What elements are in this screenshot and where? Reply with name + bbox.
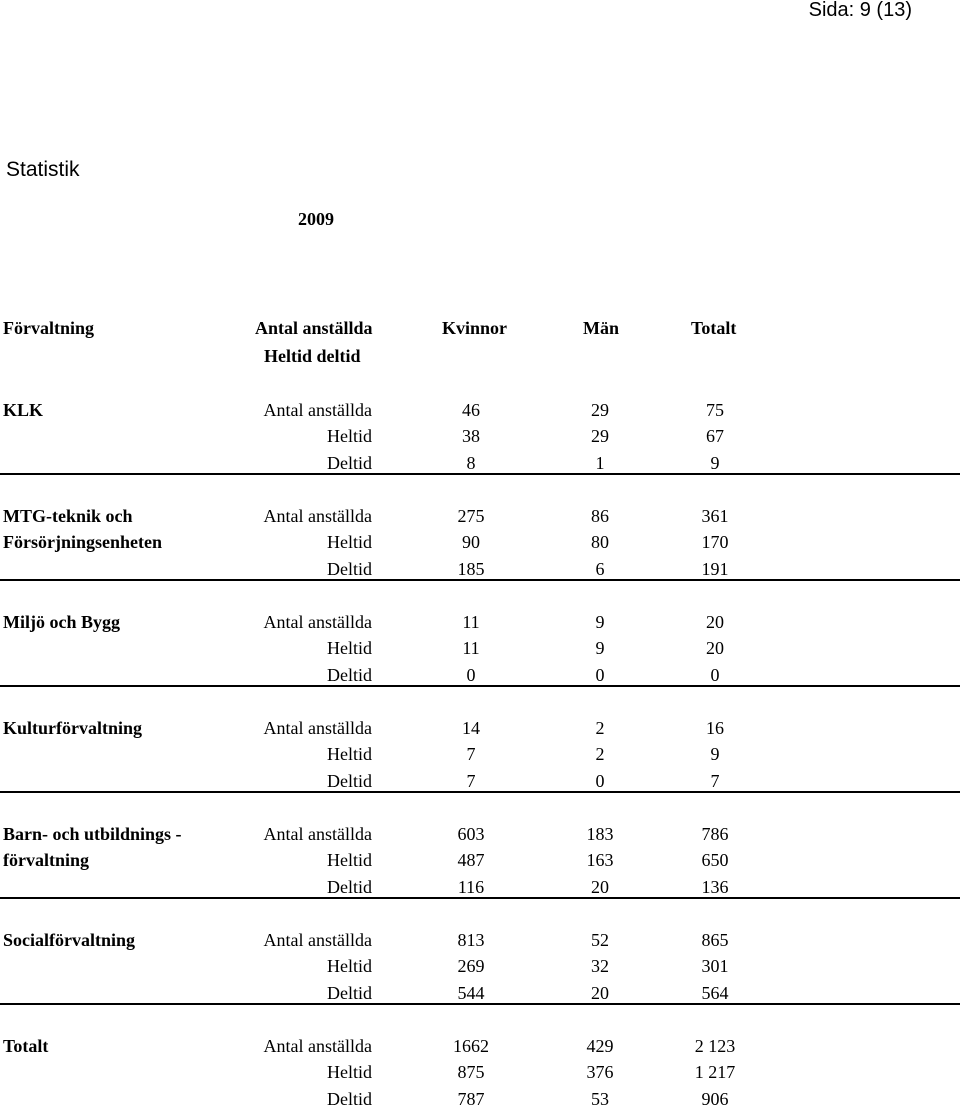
table-row bbox=[0, 741, 960, 767]
table-group bbox=[0, 821, 960, 903]
header-antal-anstallda: Antal anställda bbox=[255, 318, 373, 338]
cell-kvinnor: 544 bbox=[457, 983, 485, 1003]
cell-man: 0 bbox=[595, 771, 605, 791]
cell-man: 9 bbox=[595, 612, 605, 632]
group-divider bbox=[0, 1003, 960, 1005]
table-group bbox=[0, 397, 960, 479]
table-row bbox=[0, 529, 960, 555]
cell-man: 2 bbox=[595, 744, 605, 764]
table-row bbox=[0, 1033, 960, 1059]
table-group bbox=[0, 927, 960, 1009]
cell-kvinnor: 8 bbox=[466, 453, 476, 473]
cell-man: 29 bbox=[591, 426, 609, 446]
cell-totalt: 9 bbox=[710, 744, 720, 764]
group-divider bbox=[0, 579, 960, 581]
cell-totalt: 0 bbox=[710, 665, 720, 685]
row-label: Deltid bbox=[327, 877, 372, 897]
cell-kvinnor: 603 bbox=[457, 824, 485, 844]
cell-man: 429 bbox=[586, 1036, 614, 1056]
cell-totalt: 170 bbox=[701, 532, 729, 552]
row-label: Antal anställda bbox=[263, 400, 372, 420]
cell-totalt: 301 bbox=[701, 956, 729, 976]
row-label: Heltid bbox=[327, 850, 372, 870]
cell-kvinnor: 875 bbox=[457, 1062, 485, 1082]
row-label: Deltid bbox=[327, 983, 372, 1003]
header-forvaltning: Förvaltning bbox=[3, 318, 95, 338]
cell-kvinnor: 487 bbox=[457, 850, 485, 870]
cell-man: 80 bbox=[591, 532, 609, 552]
table-header bbox=[0, 317, 960, 373]
row-label: Heltid bbox=[327, 532, 372, 552]
group-name-line: Socialförvaltning bbox=[3, 930, 136, 950]
cell-totalt: 20 bbox=[706, 612, 724, 632]
table-row bbox=[0, 1059, 960, 1085]
row-label: Antal anställda bbox=[263, 718, 372, 738]
row-label: Heltid bbox=[327, 956, 372, 976]
cell-totalt: 16 bbox=[706, 718, 724, 738]
table-row bbox=[0, 953, 960, 979]
cell-kvinnor: 46 bbox=[462, 400, 480, 420]
cell-kvinnor: 269 bbox=[457, 956, 485, 976]
table-group bbox=[0, 503, 960, 585]
row-label: Deltid bbox=[327, 559, 372, 579]
cell-man: 6 bbox=[595, 559, 605, 579]
row-label: Antal anställda bbox=[263, 930, 372, 950]
row-label: Deltid bbox=[327, 771, 372, 791]
header-totalt: Totalt bbox=[691, 318, 737, 338]
table-row bbox=[0, 847, 960, 873]
cell-kvinnor: 787 bbox=[457, 1089, 485, 1109]
cell-totalt: 67 bbox=[706, 426, 724, 446]
group-name-line: Miljö och Bygg bbox=[3, 612, 120, 632]
page-title: Statistik bbox=[6, 158, 80, 181]
row-label: Deltid bbox=[327, 453, 372, 473]
table-row bbox=[0, 821, 960, 847]
cell-kvinnor: 90 bbox=[462, 532, 480, 552]
group-name-line: Barn- och utbildnings - bbox=[3, 824, 182, 844]
cell-kvinnor: 813 bbox=[457, 930, 485, 950]
table-row bbox=[0, 635, 960, 661]
cell-totalt: 2 123 bbox=[694, 1036, 736, 1056]
group-name-line: Kulturförvaltning bbox=[3, 718, 143, 738]
table-row bbox=[0, 1086, 960, 1112]
table-group bbox=[0, 1033, 960, 1113]
row-label: Antal anställda bbox=[263, 506, 372, 526]
cell-totalt: 786 bbox=[701, 824, 729, 844]
cell-man: 9 bbox=[595, 638, 605, 658]
table-row bbox=[0, 715, 960, 741]
row-label: Antal anställda bbox=[263, 1036, 372, 1056]
row-label: Heltid bbox=[327, 744, 372, 764]
group-name-line: Totalt bbox=[3, 1036, 49, 1056]
page-number: Sida: 9 (13) bbox=[808, 0, 912, 21]
header-kvinnor: Kvinnor bbox=[442, 318, 508, 338]
cell-kvinnor: 7 bbox=[466, 771, 476, 791]
group-name-line: Försörjningsenheten bbox=[3, 532, 162, 552]
cell-kvinnor: 7 bbox=[466, 744, 476, 764]
cell-kvinnor: 11 bbox=[462, 638, 480, 658]
header-heltid-deltid: Heltid deltid bbox=[264, 346, 361, 366]
group-divider bbox=[0, 685, 960, 687]
row-label: Heltid bbox=[327, 638, 372, 658]
cell-totalt: 9 bbox=[710, 453, 720, 473]
cell-totalt: 865 bbox=[701, 930, 729, 950]
cell-totalt: 906 bbox=[701, 1089, 729, 1109]
cell-man: 163 bbox=[586, 850, 614, 870]
cell-man: 20 bbox=[591, 877, 609, 897]
cell-man: 20 bbox=[591, 983, 609, 1003]
cell-totalt: 20 bbox=[706, 638, 724, 658]
cell-kvinnor: 1662 bbox=[453, 1036, 489, 1056]
cell-kvinnor: 14 bbox=[462, 718, 480, 738]
table-row bbox=[0, 927, 960, 953]
row-label: Deltid bbox=[327, 1089, 372, 1109]
row-label: Deltid bbox=[327, 665, 372, 685]
cell-man: 2 bbox=[595, 718, 605, 738]
cell-totalt: 191 bbox=[701, 559, 729, 579]
group-divider bbox=[0, 897, 960, 899]
table-group bbox=[0, 609, 960, 691]
group-name-line: förvaltning bbox=[3, 850, 90, 870]
cell-totalt: 1 217 bbox=[694, 1062, 736, 1082]
cell-kvinnor: 275 bbox=[457, 506, 485, 526]
cell-man: 1 bbox=[595, 453, 605, 473]
cell-totalt: 7 bbox=[710, 771, 720, 791]
cell-kvinnor: 0 bbox=[466, 665, 476, 685]
cell-kvinnor: 116 bbox=[457, 877, 485, 897]
cell-totalt: 75 bbox=[706, 400, 724, 420]
row-label: Heltid bbox=[327, 1062, 372, 1082]
cell-totalt: 564 bbox=[701, 983, 729, 1003]
cell-man: 52 bbox=[591, 930, 609, 950]
table-row bbox=[0, 503, 960, 529]
year-label: 2009 bbox=[298, 209, 334, 229]
cell-man: 86 bbox=[591, 506, 609, 526]
cell-man: 0 bbox=[595, 665, 605, 685]
cell-man: 32 bbox=[591, 956, 609, 976]
group-name-line: KLK bbox=[3, 400, 44, 420]
table-row bbox=[0, 423, 960, 449]
cell-man: 376 bbox=[586, 1062, 614, 1082]
table-group bbox=[0, 715, 960, 797]
cell-totalt: 650 bbox=[701, 850, 729, 870]
group-name-line: MTG-teknik och bbox=[3, 506, 133, 526]
row-label: Antal anställda bbox=[263, 824, 372, 844]
cell-kvinnor: 185 bbox=[457, 559, 485, 579]
cell-totalt: 361 bbox=[701, 506, 729, 526]
group-divider bbox=[0, 473, 960, 475]
header-man: Män bbox=[583, 318, 619, 338]
cell-man: 53 bbox=[591, 1089, 609, 1109]
group-divider bbox=[0, 791, 960, 793]
cell-kvinnor: 11 bbox=[462, 612, 480, 632]
cell-man: 29 bbox=[591, 400, 609, 420]
row-label: Antal anställda bbox=[263, 612, 372, 632]
table-row bbox=[0, 397, 960, 423]
cell-totalt: 136 bbox=[701, 877, 729, 897]
table-row bbox=[0, 609, 960, 635]
cell-kvinnor: 38 bbox=[462, 426, 480, 446]
cell-man: 183 bbox=[586, 824, 614, 844]
row-label: Heltid bbox=[327, 426, 372, 446]
